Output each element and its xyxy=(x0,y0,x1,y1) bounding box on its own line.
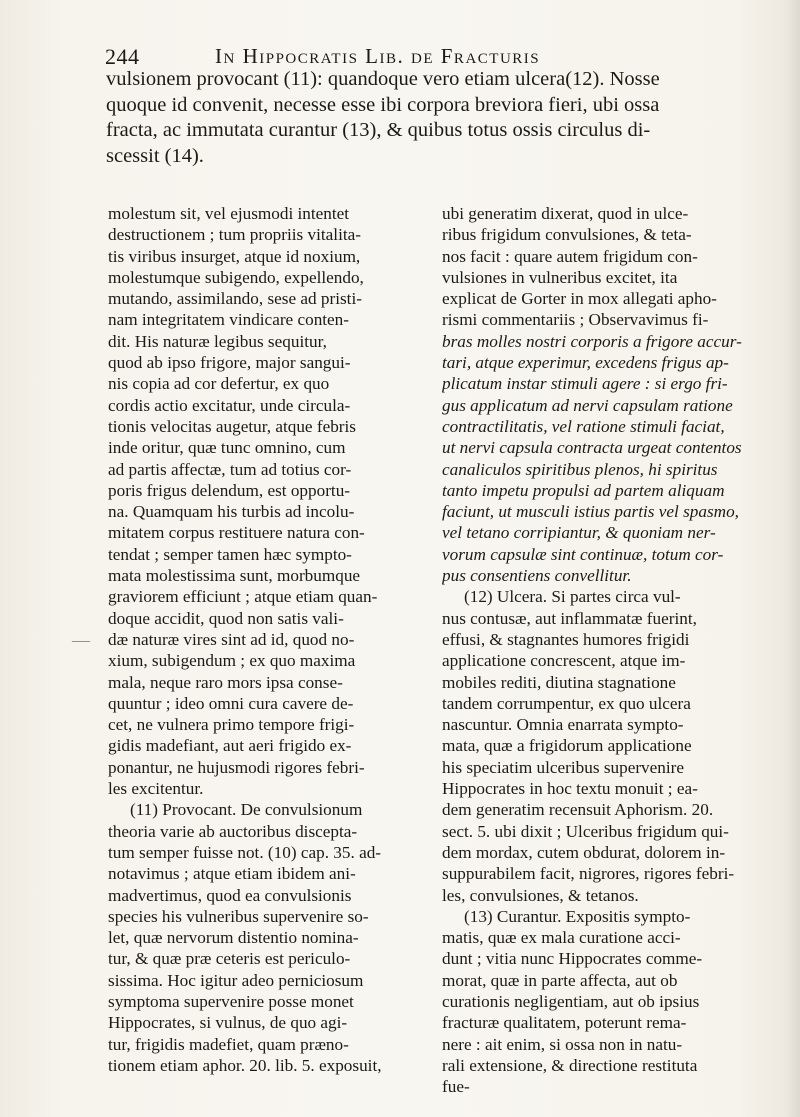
text-line: tum semper fuisse not. (10) cap. 35. ad- xyxy=(108,842,382,862)
text-line: curationis negligentiam, aut ob ipsius xyxy=(442,991,700,1011)
margin-mark: — xyxy=(72,630,90,650)
page-edge-shadow xyxy=(786,0,800,1117)
text-line: nere : ait enim, si ossa non in natu- xyxy=(442,1034,683,1054)
text-line: mala, neque raro mors ipsa conse- xyxy=(108,672,343,692)
text-line: cet, ne vulnera primo tempore frigi- xyxy=(108,715,355,735)
text-line: canaliculos spiritibus plenos, hi spiritus xyxy=(442,459,718,479)
text-line: dem mordax, cutem obdurat, dolorem in- xyxy=(442,842,726,862)
text-line: vel tetano corripiantur, & quoniam ner- xyxy=(442,523,716,543)
text-line: sissima. Hoc igitur adeo perniciosum xyxy=(108,970,364,990)
lead-paragraph xyxy=(106,67,660,169)
text-line: species his vulneribus supervenire so- xyxy=(108,906,369,926)
text-line: vulsionem provocant (11): quandoque vero etiam ulcera(12). Nosse xyxy=(106,68,660,90)
text-line: poris frigus delendum, est opportu- xyxy=(108,480,351,500)
text-line: scessit (14). xyxy=(106,144,204,167)
text-line: Hippocrates in hoc textu monuit ; ea- xyxy=(442,779,698,799)
text-line: bras molles nostri corporis a frigore accur- xyxy=(442,331,742,351)
text-line: gidis madefiant, aut aeri frigido ex- xyxy=(108,736,352,756)
text-line: applicatione concrescent, atque im- xyxy=(442,651,686,671)
text-line: mutando, assimilando, sese ad pristi- xyxy=(108,289,362,309)
text-line: nos facit : quare autem frigidum con- xyxy=(442,246,698,266)
text-line: vulsiones in vulneribus excitet, ita xyxy=(442,267,678,287)
text-line: contractilitatis, vel ratione stimuli faciat, xyxy=(442,416,725,436)
text-line: xium, subigendum ; ex quo maxima xyxy=(108,651,356,671)
text-line: ut nervi capsula contracta urgeat contentos xyxy=(442,438,742,458)
text-line: tionem etiam aphor. 20. lib. 5. exposuit, xyxy=(108,1055,382,1075)
text-line: quuntur ; ideo omni cura cavere de- xyxy=(108,693,354,713)
text-line: ponantur, ne hujusmodi rigores febri- xyxy=(108,757,365,777)
text-line: fracturæ qualitatem, poterunt rema- xyxy=(442,1013,687,1033)
text-line: fracta, ac immutata curantur (13), & quibus totus ossis circulus di- xyxy=(106,119,651,141)
text-line: nis copia ad cor defertur, ex quo xyxy=(108,374,330,394)
text-line: ubi generatim dixerat, quod in ulce- xyxy=(442,204,689,223)
text-line: symptoma supervenire posse monet xyxy=(108,991,354,1011)
text-line: tari, atque experimur, excedens frigus ap- xyxy=(442,353,729,373)
text-line: Hippocrates, si vulnus, de quo agi- xyxy=(108,1013,348,1033)
text-line: destructionem ; tum propriis vitalita- xyxy=(108,225,361,245)
text-line: fue- xyxy=(442,1077,470,1097)
text-line: tionis velocitas augetur, atque febris xyxy=(108,416,356,436)
text-line: molestumque subigendo, expellendo, xyxy=(108,267,364,287)
text-line: notavimus ; atque etiam ibidem ani- xyxy=(108,864,356,884)
page-number: 244 xyxy=(105,44,140,69)
text-line: morat, quæ in parte affecta, aut ob xyxy=(442,970,678,990)
text-line: nascuntur. Omnia enarrata sympto- xyxy=(442,715,684,735)
text-line: dem generatim recensuit Aphorism. 20. xyxy=(442,800,714,820)
text-line: dunt ; vitia nunc Hippocrates comme- xyxy=(442,949,703,969)
text-line: theoria varie ab auctoribus disceptа- xyxy=(108,821,358,841)
text-line: tur, frigidis madefiet, quam præno- xyxy=(108,1034,349,1054)
text-line: explicat de Gorter in mox allegati apho- xyxy=(442,289,717,309)
text-line: rismi commentariis ; Observavimus fi- xyxy=(442,310,709,330)
text-line: les excitentur. xyxy=(108,779,204,799)
text-line: pus consentiens convellitur. xyxy=(442,566,632,586)
text-line: (12) Ulcera. Si partes circa vul- xyxy=(464,587,681,607)
text-line: sect. 5. ubi dixit ; Ulceribus frigidum qui- xyxy=(442,821,729,841)
text-line: plicatum instar stimuli agere : si ergo fri- xyxy=(442,374,728,394)
text-line: madvertimus, quod ea convulsionis xyxy=(108,885,352,905)
right-column xyxy=(442,203,760,1097)
text-line: quoque id convenit, necesse esse ibi corpora breviora fieri, ubi ossa xyxy=(106,93,660,116)
text-line: dit. His naturæ legibus sequitur, xyxy=(108,331,327,351)
text-line: les, convulsiones, & tetanos. xyxy=(442,885,639,905)
text-line: nam integritatem vindicare conten- xyxy=(108,310,350,330)
text-line: cordis actio excitatur, unde circula- xyxy=(108,395,351,415)
text-line: graviorem efficiunt ; atque etiam quan- xyxy=(108,587,378,607)
left-column xyxy=(108,203,428,1076)
running-title: In Hippocratis Lib. de Fracturis xyxy=(215,44,541,68)
text-line: tanto impetu propulsi ad partem aliquam xyxy=(442,480,725,500)
text-line: ad partis affectæ, tum ad totius cor- xyxy=(108,459,352,479)
text-line: (11) Provocant. De convulsionum xyxy=(130,800,363,820)
text-line: effusi, & stagnantes humores frigidi xyxy=(442,629,690,649)
text-line: (13) Curantur. Expositis sympto- xyxy=(464,906,691,926)
text-line: tendat ; semper tamen hæc sympto- xyxy=(108,544,352,564)
text-line: nus contusæ, aut inflammatæ fuerint, xyxy=(442,608,697,628)
text-line: matis, quæ ex mala curatione acci- xyxy=(442,928,681,948)
text-line: ribus frigidum convulsiones, & teta- xyxy=(442,225,692,245)
text-line: inde oritur, quæ tunc omnino, cum xyxy=(108,438,346,458)
text-line: faciunt, ut musculi istius partis vel spasmo, xyxy=(442,502,739,522)
text-line: molestum sit, vel ejusmodi intentet xyxy=(108,204,350,223)
text-line: rali extensione, & directione restituta xyxy=(442,1055,698,1075)
text-line: mata molestissima sunt, morbumque xyxy=(108,566,361,586)
text-line: doque accidit, quod non satis vali- xyxy=(108,608,344,628)
text-line: let, quæ nervorum distentio nomina- xyxy=(108,928,359,948)
text-line: vorum capsulæ sint continuæ, totum cor- xyxy=(442,544,724,564)
text-line: na. Quamquam his turbis ad incolu- xyxy=(108,502,355,522)
text-line: mata, quæ a frigidorum applicatione xyxy=(442,736,692,756)
text-line: his speciatim ulceribus supervenire xyxy=(442,757,684,777)
commentary-columns xyxy=(108,203,742,1103)
text-line: tis viribus insurget, atque id noxium, xyxy=(108,246,361,266)
text-line: dæ naturæ vires sint ad id, quod no- xyxy=(108,629,355,649)
text-line: suppurabilem facit, nigrores, rigores febri- xyxy=(442,864,735,884)
text-line: mobiles rediti, diutina stagnatione xyxy=(442,672,676,692)
text-line: mitatem corpus restituere natura con- xyxy=(108,523,365,543)
text-line: tandem corrumpentur, ex quo ulcera xyxy=(442,693,691,713)
text-line: tur, & quæ præ ceteris est periculo- xyxy=(108,949,351,969)
text-line: gus applicatum ad nervi capsulam ratione xyxy=(442,395,733,415)
text-line: quod ab ipso frigore, major sangui- xyxy=(108,353,351,373)
